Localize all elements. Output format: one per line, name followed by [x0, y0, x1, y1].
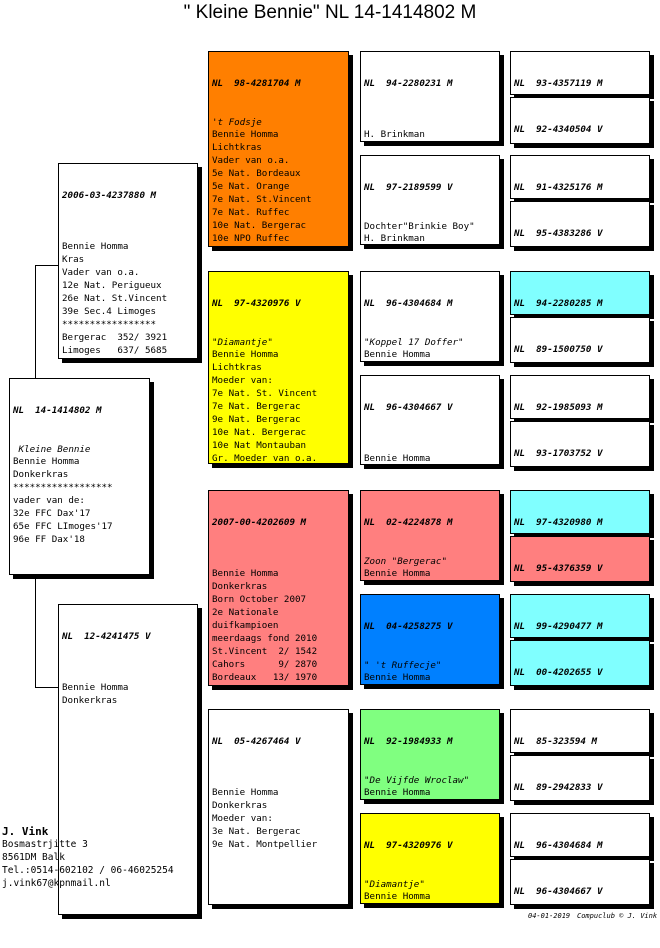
box-line: 7e Nat. Ruffec	[212, 206, 290, 218]
box-line: Bergerac 352/ 3921	[62, 331, 168, 343]
ring-number: NL 95-4376359 V	[514, 562, 603, 574]
box-line: 9e Nat. Montpellier	[212, 839, 318, 851]
box-line: Moeder van:	[212, 375, 273, 387]
box-line: Kleine Bennie	[13, 443, 91, 455]
box-line: "Diamantje"	[212, 336, 273, 348]
box-line: 10e Nat Montauban	[212, 439, 307, 451]
box-line	[212, 775, 345, 788]
box-line: 96e FF Dax'18	[13, 533, 85, 545]
ring-number: NL 92-1985093 M	[514, 401, 603, 413]
box-body	[364, 660, 496, 685]
box-line: Bennie Homma	[364, 787, 431, 799]
box-line: meerdaags fond 2010	[212, 632, 318, 644]
box-line	[62, 229, 194, 242]
box-line: Bordeaux 13/ 1970	[212, 671, 318, 683]
box-line: Donkerkras	[212, 581, 268, 593]
box-line: 7e Nat. St.Vincent	[212, 193, 312, 205]
box-line: 7e Nat. Bergerac	[212, 401, 301, 413]
box-line	[62, 358, 194, 359]
box-line: 5e Nat. Bordeaux	[212, 168, 301, 180]
box-line: 3e Nat. Bergerac	[212, 826, 301, 838]
ring-number: NL 00-4202655 V	[514, 666, 603, 678]
pedigree-box-g7[interactable]	[510, 375, 650, 419]
box-line: H. Brinkman	[364, 129, 425, 141]
box-line: 2e Nationale	[212, 607, 279, 619]
pedigree-box-g14[interactable]	[510, 755, 650, 801]
box-body	[364, 117, 496, 142]
box-line: 10e Nat. Bergerac	[212, 219, 307, 231]
box-body	[62, 670, 194, 709]
box-line: Bennie Homma	[13, 456, 80, 468]
connector-line	[35, 687, 58, 688]
pedigree-box-g13[interactable]	[510, 709, 650, 753]
pedigree-box-fm[interactable]	[208, 271, 349, 464]
ring-number: 2007-00-4202609 M	[212, 516, 307, 528]
box-body	[212, 117, 345, 247]
box-line: 't Fodsje	[212, 116, 262, 128]
box-line: ******************	[13, 482, 113, 494]
owner-name: J. Vink	[2, 825, 49, 838]
box-body	[212, 337, 345, 464]
connector-line	[35, 265, 58, 266]
box-line: "Koppel 17 Doffer"	[364, 336, 464, 348]
box-line: Bennie Homma	[62, 241, 129, 253]
box-line: Dochter"Brinkie Boy"	[364, 220, 475, 232]
ring-number: NL 12-4241475 V	[62, 630, 151, 642]
box-line: "Diamantje"	[364, 878, 425, 890]
pedigree-box-mmf[interactable]	[360, 709, 500, 800]
ring-number: NL 89-2942833 V	[514, 781, 603, 793]
box-body	[364, 441, 496, 465]
ring-number: NL 14-1414802 M	[13, 404, 102, 416]
pedigree-box-g2[interactable]	[510, 97, 650, 144]
pedigree-box-g3[interactable]	[510, 155, 650, 199]
pedigree-box-g15[interactable]	[510, 813, 650, 857]
box-body	[364, 221, 496, 245]
pedigree-box-fmm[interactable]	[360, 375, 500, 465]
ring-number: NL 97-4320980 M	[514, 516, 603, 528]
box-body	[364, 775, 496, 800]
pedigree-box-g12[interactable]	[510, 640, 650, 686]
page-title: " Kleine Bennie" NL 14-1414802 M	[183, 2, 477, 23]
pedigree-box-g6[interactable]	[510, 317, 650, 363]
box-line: H. Brinkman	[364, 233, 425, 245]
box-line: Donkerkras	[212, 800, 268, 812]
box-line: *****************	[62, 318, 157, 330]
box-line: 9e Nat. Bergerac	[212, 413, 301, 425]
pedigree-box-mff[interactable]	[360, 490, 500, 581]
box-line: Vader van o.a.	[212, 155, 290, 167]
ring-number: NL 93-1703752 V	[514, 447, 603, 459]
box-line: Born October 2007	[212, 594, 307, 606]
box-line: Bennie Homma	[364, 349, 431, 361]
box-line	[212, 246, 345, 247]
ring-number: NL 96-4304667 V	[364, 401, 453, 413]
ring-number: NL 96-4304684 M	[514, 839, 603, 851]
box-line: Bennie Homma	[212, 568, 279, 580]
box-line: Zoon "Bergerac"	[364, 555, 447, 567]
box-line	[62, 670, 194, 683]
pedigree-box-mf[interactable]	[208, 490, 349, 686]
pedigree-box-g5[interactable]	[510, 271, 650, 315]
ring-number: NL 85-323594 M	[514, 735, 597, 747]
ring-number: NL 99-4290477 M	[514, 620, 603, 632]
owner-email: j.vink67@kpnmail.nl	[2, 878, 111, 889]
owner-address: Bosmastrjitte 3	[2, 839, 88, 850]
box-line: vader van de:	[13, 495, 85, 507]
owner-info	[2, 825, 174, 890]
box-line: Cahors 9/ 2870	[212, 658, 318, 670]
ring-number: NL 93-4357119 M	[514, 77, 603, 89]
box-line: Vader van o.a.	[62, 267, 140, 279]
box-line: 39e Sec.4 Limoges	[62, 305, 157, 317]
pedigree-box-g10[interactable]	[510, 536, 650, 582]
owner-city: 8561DM Balk	[2, 852, 65, 863]
box-line: Lichtkras	[212, 142, 262, 154]
box-line: " 't Ruffecje"	[364, 659, 442, 671]
ring-number: NL 97-2189599 V	[364, 181, 453, 193]
box-line: Donkerkras	[13, 469, 69, 481]
box-line: Bennie Homma	[364, 568, 431, 580]
ring-number: NL 98-4281704 M	[212, 77, 301, 89]
box-line: 65e FFC LImoges'17	[13, 520, 113, 532]
pedigree-box-fff[interactable]	[360, 51, 500, 142]
box-line: 26e Nat. St.Vincent	[62, 293, 168, 305]
pedigree-box-mmm[interactable]	[360, 813, 500, 904]
box-line	[364, 441, 496, 454]
ring-number: NL 05-4267464 V	[212, 735, 301, 747]
ring-number: NL 89-1500750 V	[514, 343, 603, 355]
ring-number: 2006-03-4237880 M	[62, 189, 157, 201]
box-line: Bennie Homma	[364, 453, 431, 465]
pedigree-box-subject[interactable]	[9, 378, 150, 575]
ring-number: NL 96-4304667 V	[514, 885, 603, 897]
box-line: Donkerkras	[62, 695, 118, 707]
ring-number: NL 91-4325176 M	[514, 181, 603, 193]
pedigree-box-g16[interactable]	[510, 859, 650, 905]
box-line: Gr. Moeder van o.a.	[212, 452, 318, 464]
box-line: St.Vincent 2/ 1542	[212, 645, 318, 657]
box-body	[212, 775, 345, 852]
pedigree-box-father[interactable]	[58, 163, 198, 359]
pedigree-box-ffm[interactable]	[360, 155, 500, 245]
box-line: Bennie Homma	[364, 891, 431, 903]
owner-phone: Tel.:0514-602102 / 06-46025254	[2, 865, 174, 876]
box-line: 10e Nat. Bergerac	[212, 426, 307, 438]
box-line: 7e Nat. St. Vincent	[212, 388, 318, 400]
box-body	[364, 556, 496, 581]
ring-number: NL 92-4340504 V	[514, 123, 603, 135]
pedigree-box-g11[interactable]	[510, 594, 650, 638]
ring-number: NL 92-1984933 M	[364, 735, 453, 747]
box-line: Bennie Homma	[364, 672, 431, 684]
ring-number: NL 97-4320976 V	[212, 297, 301, 309]
box-line: 5e Nat. Orange	[212, 181, 290, 193]
box-line: 12e Nat. Perigueux	[62, 280, 162, 292]
pedigree-box-fmf[interactable]	[360, 271, 500, 362]
box-line: "De Vijfde Wroclaw"	[364, 774, 470, 786]
box-line: Lichtkras	[212, 362, 262, 374]
ring-number: NL 94-2280285 M	[514, 297, 603, 309]
box-line: Bennie Homma	[62, 682, 129, 694]
footer-software: Compuclub © J. Vink	[577, 912, 658, 920]
pedigree-box-g8[interactable]	[510, 421, 650, 467]
box-line	[364, 117, 496, 130]
ring-number: NL 96-4304684 M	[364, 297, 453, 309]
footer-date: 04-01-2019	[528, 912, 571, 920]
ring-number: NL 97-4320976 V	[364, 839, 453, 851]
pedigree-box-ff[interactable]	[208, 51, 349, 247]
ring-number: NL 04-4258275 V	[364, 620, 453, 632]
box-body	[13, 444, 146, 547]
pedigree-box-g9[interactable]	[510, 490, 650, 534]
box-body	[212, 556, 345, 686]
pedigree-box-g4[interactable]	[510, 201, 650, 247]
box-line	[212, 556, 345, 569]
pedigree-box-mfm[interactable]	[360, 594, 500, 685]
box-line: Moeder van:	[212, 813, 273, 825]
box-body	[364, 879, 496, 904]
box-line: 10e NPO Ruffec	[212, 232, 290, 244]
box-line: Bennie Homma	[212, 129, 279, 141]
box-line: Kras	[62, 254, 85, 266]
pedigree-box-mm[interactable]	[208, 709, 349, 905]
ring-number: NL 95-4383286 V	[514, 227, 603, 239]
box-line: duifkampioen	[212, 620, 279, 632]
box-line: Bennie Homma	[212, 349, 279, 361]
box-line: Limoges 637/ 5685	[62, 344, 168, 356]
ring-number: NL 02-4224878 M	[364, 516, 453, 528]
box-body	[364, 337, 496, 362]
pedigree-box-g1[interactable]	[510, 51, 650, 95]
box-line: Bennie Homma	[212, 787, 279, 799]
ring-number: NL 94-2280231 M	[364, 77, 453, 89]
box-line: 32e FFC Dax'17	[13, 508, 91, 520]
box-line	[212, 685, 345, 686]
box-body	[62, 229, 194, 359]
